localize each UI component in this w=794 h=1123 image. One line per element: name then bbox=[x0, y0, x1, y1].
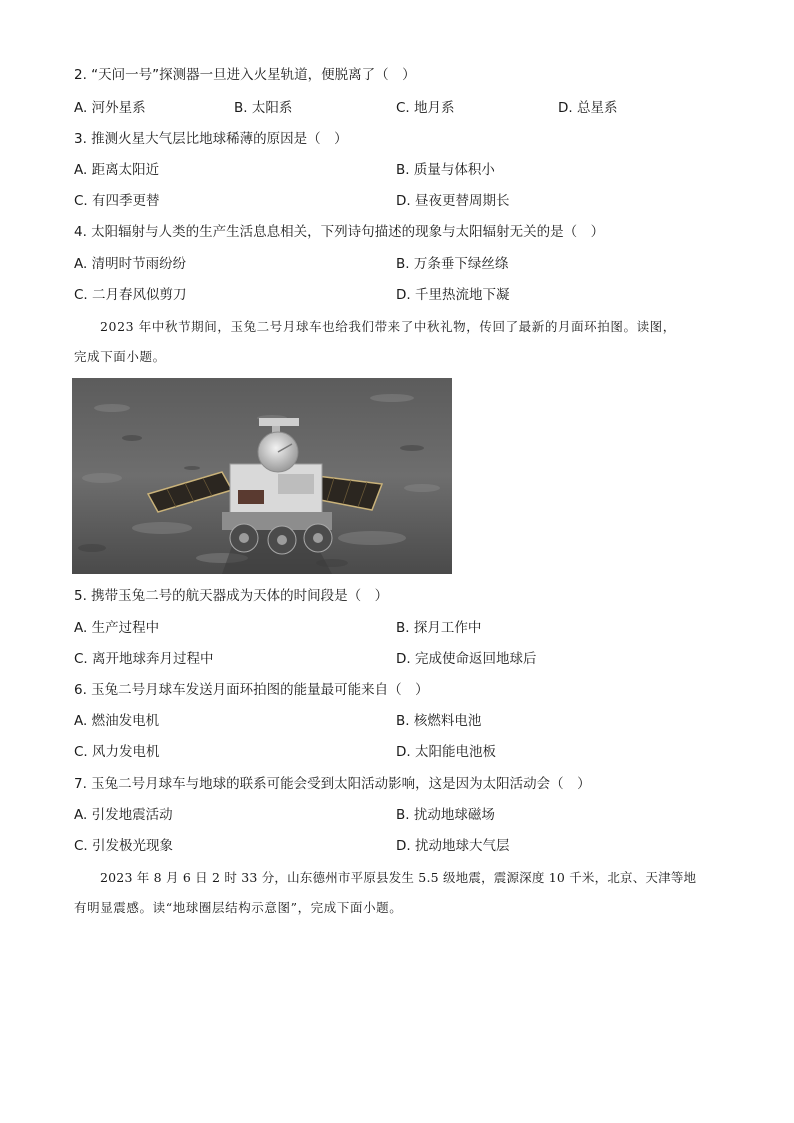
question-5-option-a[interactable]: A. 生产过程中 bbox=[74, 620, 160, 636]
passage-2-line-1: 2023 年 8 月 6 日 2 时 33 分，山东德州市平原县发生 5.5 级地震，震源深度 10 千米，北京、天津等地 bbox=[100, 870, 697, 885]
question-2-option-a[interactable]: A. 河外星系 bbox=[74, 100, 146, 116]
passage-2-line-2: 有明显震感。读“地球圈层结构示意图”，完成下面小题。 bbox=[74, 900, 403, 915]
question-2-option-d[interactable]: D. 总星系 bbox=[558, 100, 618, 116]
passage-1-line-1: 2023 年中秋节期间，玉兔二号月球车也给我们带来了中秋礼物，传回了最新的月面环拍图。读图， bbox=[100, 319, 676, 334]
question-4-stem: 4. 太阳辐射与人类的生产生活息息相关，下列诗句描述的现象与太阳辐射无关的是（ ） bbox=[74, 224, 605, 240]
question-5-option-b[interactable]: B. 探月工作中 bbox=[396, 620, 482, 636]
question-3-option-b[interactable]: B. 质量与体积小 bbox=[396, 162, 495, 178]
question-2-option-b[interactable]: B. 太阳系 bbox=[234, 100, 293, 116]
question-6-stem: 6. 玉兔二号月球车发送月面环拍图的能量最可能来自（ ） bbox=[74, 682, 429, 698]
question-5-option-c[interactable]: C. 离开地球奔月过程中 bbox=[74, 651, 214, 667]
question-6-option-d[interactable]: D. 太阳能电池板 bbox=[396, 744, 496, 760]
question-5-option-d[interactable]: D. 完成使命返回地球后 bbox=[396, 651, 537, 667]
question-7-option-d[interactable]: D. 扰动地球大气层 bbox=[396, 838, 510, 854]
question-6-option-c[interactable]: C. 风力发电机 bbox=[74, 744, 160, 760]
question-2-option-c[interactable]: C. 地月系 bbox=[396, 100, 455, 116]
question-7-option-b[interactable]: B. 扰动地球磁场 bbox=[396, 807, 495, 823]
question-3-option-c[interactable]: C. 有四季更替 bbox=[74, 193, 160, 209]
question-7-stem: 7. 玉兔二号月球车与地球的联系可能会受到太阳活动影响，这是因为太阳活动会（ ） bbox=[74, 776, 591, 792]
question-6-option-a[interactable]: A. 燃油发电机 bbox=[74, 713, 160, 729]
question-4-option-d[interactable]: D. 千里热流地下凝 bbox=[396, 287, 510, 303]
question-4-option-a[interactable]: A. 清明时节雨纷纷 bbox=[74, 256, 187, 272]
question-7-option-a[interactable]: A. 引发地震活动 bbox=[74, 807, 173, 823]
question-4-option-c[interactable]: C. 二月春风似剪刀 bbox=[74, 287, 187, 303]
question-4-option-b[interactable]: B. 万条垂下绿丝绦 bbox=[396, 256, 509, 272]
question-3-stem: 3. 推测火星大气层比地球稀薄的原因是（ ） bbox=[74, 131, 348, 147]
lunar-rover-photo bbox=[72, 378, 452, 574]
question-2-stem: 2. “天问一号”探测器一旦进入火星轨道，便脱离了（ ） bbox=[74, 67, 416, 83]
question-6-option-b[interactable]: B. 核燃料电池 bbox=[396, 713, 482, 729]
question-3-option-d[interactable]: D. 昼夜更替周期长 bbox=[396, 193, 510, 209]
question-3-option-a[interactable]: A. 距离太阳近 bbox=[74, 162, 160, 178]
question-7-option-c[interactable]: C. 引发极光现象 bbox=[74, 838, 174, 854]
question-5-stem: 5. 携带玉兔二号的航天器成为天体的时间段是（ ） bbox=[74, 588, 389, 604]
passage-1-line-2: 完成下面小题。 bbox=[74, 349, 166, 364]
